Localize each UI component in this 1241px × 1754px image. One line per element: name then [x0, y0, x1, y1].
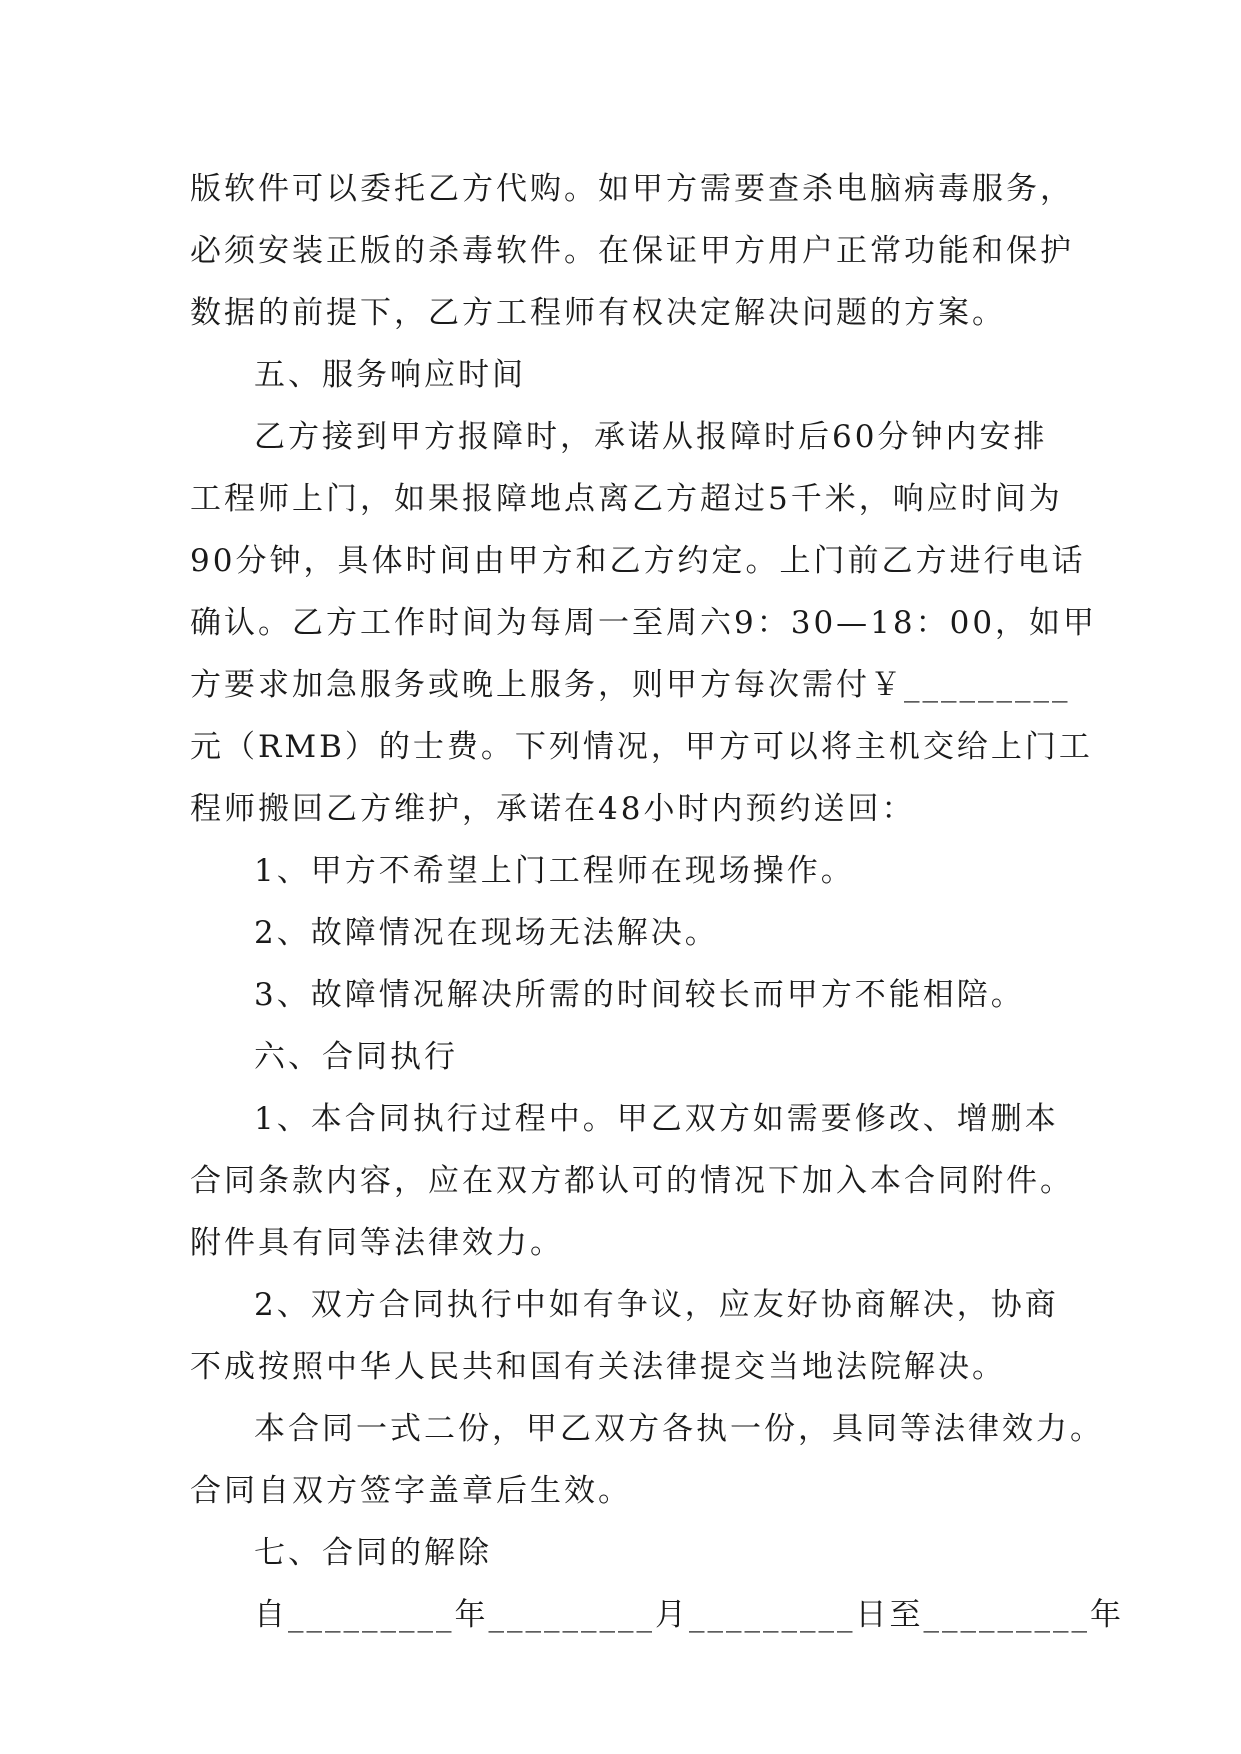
text-line: 乙方接到甲方报障时，承诺从报障时后60分钟内安排: [254, 419, 1048, 455]
text-line: 元（RMB）的士费。下列情况，甲方可以将主机交给上门工: [190, 729, 1093, 765]
text-line: 方要求加急服务或晚上服务，则甲方每次需付￥_________: [190, 667, 1071, 703]
text-line: 工程师上门，如果报障地点离乙方超过5千米，响应时间为: [190, 481, 1063, 517]
document-body: [190, 158, 1124, 1646]
text-line: 1、甲方不希望上门工程师在现场操作。: [254, 853, 855, 889]
text-line: 本合同一式二份，甲乙双方各执一份，具同等法律效力。: [254, 1411, 1104, 1447]
text-line: 2、双方合同执行中如有争议，应友好协商解决，协商: [254, 1287, 1059, 1323]
text-line: 合同条款内容，应在双方都认可的情况下加入本合同附件。: [190, 1163, 1074, 1199]
text-line: 3、故障情况解决所需的时间较长而甲方不能相陪。: [254, 977, 1025, 1013]
text-line: 2、故障情况在现场无法解决。: [254, 915, 719, 951]
text-line: 不成按照中华人民共和国有关法律提交当地法院解决。: [190, 1349, 1006, 1385]
text-line: 附件具有同等法律效力。: [190, 1225, 564, 1261]
text-line: 五、服务响应时间: [254, 357, 526, 393]
text-line: 必须安装正版的杀毒软件。在保证甲方用户正常功能和保护: [190, 233, 1074, 269]
text-line: 七、合同的解除: [254, 1535, 492, 1571]
text-line: 自_________年_________月_________日至_________年: [254, 1597, 1124, 1633]
text-line: 版软件可以委托乙方代购。如甲方需要查杀电脑病毒服务，: [190, 171, 1074, 207]
text-line: 90分钟，具体时间由甲方和乙方约定。上门前乙方进行电话: [190, 543, 1086, 579]
text-line: 1、本合同执行过程中。甲乙双方如需要修改、增删本: [254, 1101, 1059, 1137]
text-line: 确认。乙方工作时间为每周一至周六9：30—18：00，如甲: [190, 605, 1098, 641]
text-line: 合同自双方签字盖章后生效。: [190, 1473, 632, 1509]
text-line: 六、合同执行: [254, 1039, 458, 1075]
text-line: 程师搬回乙方维护，承诺在48小时内预约送回：: [190, 791, 916, 827]
text-line: 数据的前提下，乙方工程师有权决定解决问题的方案。: [190, 295, 1006, 331]
